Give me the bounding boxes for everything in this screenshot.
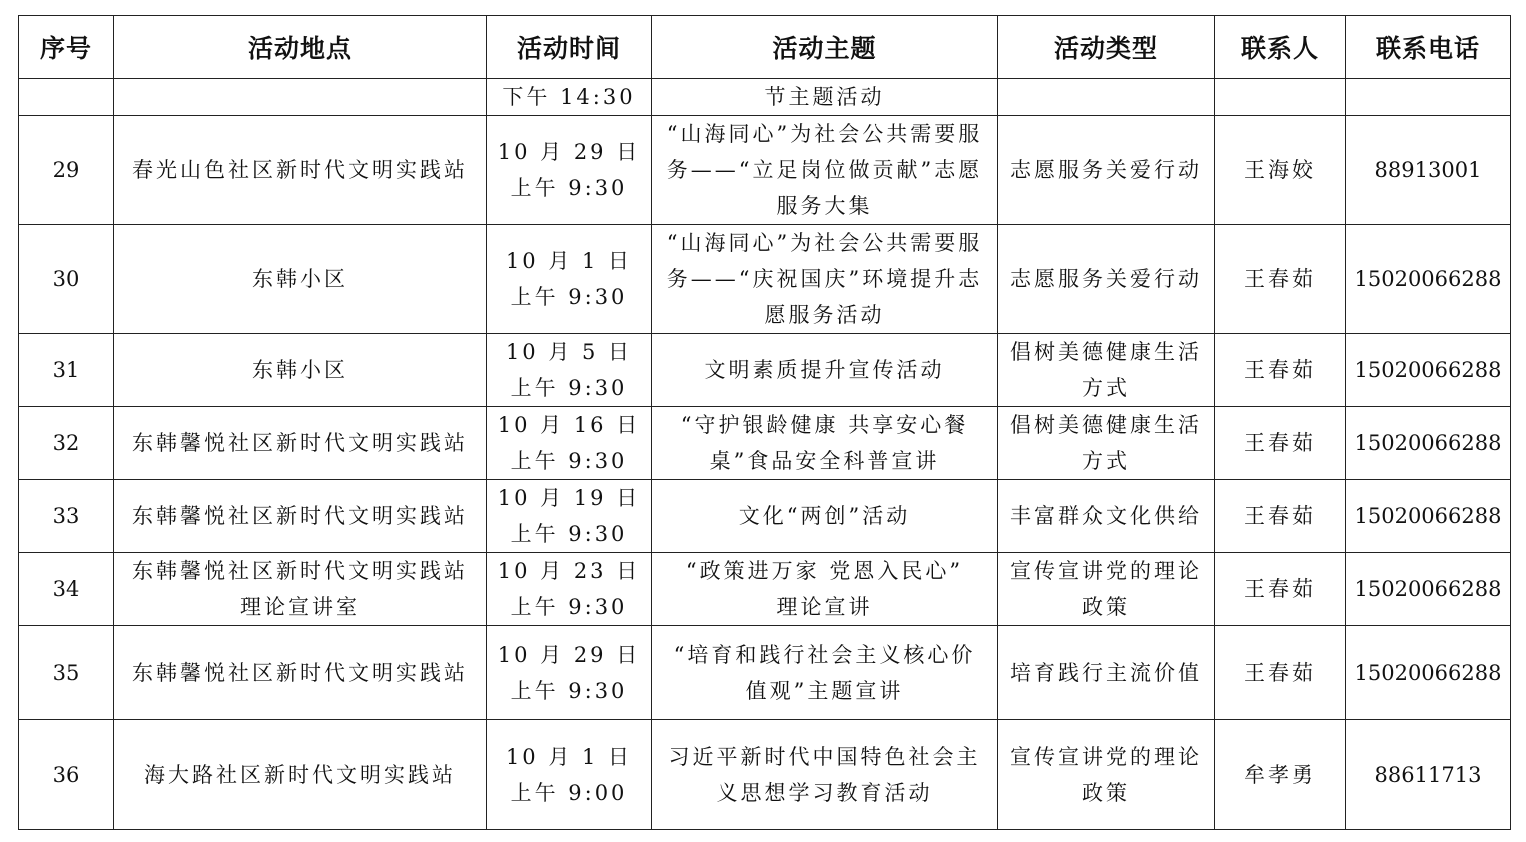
- cell-time-line: 上午 9:30: [510, 449, 628, 473]
- header-location: 活动地点: [114, 16, 487, 79]
- cell-time: [487, 720, 652, 830]
- cell-theme-line: “守护银龄健康 共享安心餐: [680, 413, 969, 437]
- cell-theme-line: 习近平新时代中国特色社会主: [668, 744, 981, 769]
- cell-theme-line: 文明素质提升宣传活动: [704, 358, 945, 382]
- cell-contact: 王春茹: [1215, 480, 1346, 553]
- table-row: [19, 720, 1511, 830]
- cell-location-line: 东韩馨悦社区新时代文明实践站: [132, 559, 468, 583]
- cell-theme-line: 理论宣讲: [776, 595, 873, 619]
- cell-type-line: 方式: [1082, 376, 1130, 400]
- header-theme: 活动主题: [652, 16, 998, 79]
- cell-type: [998, 79, 1215, 116]
- cell-phone: 88913001: [1346, 116, 1511, 225]
- cell-phone: 88611713: [1346, 720, 1511, 830]
- cell-phone: [1346, 79, 1511, 116]
- cell-serial: 32: [19, 407, 114, 480]
- cell-time: [487, 225, 652, 334]
- cell-contact: [1215, 79, 1346, 116]
- cell-type-line: 志愿服务关爱行动: [1010, 158, 1202, 182]
- cell-theme-line: 务——“庆祝国庆”环境提升志: [666, 267, 983, 291]
- cell-time-line: 上午 9:30: [510, 285, 628, 309]
- cell-serial: 31: [19, 334, 114, 407]
- cell-type-line: 政策: [1082, 780, 1130, 805]
- cell-serial: 36: [19, 720, 114, 830]
- cell-time-line: 10 月 1 日: [505, 744, 633, 769]
- cell-time: [487, 116, 652, 225]
- cell-time: [487, 407, 652, 480]
- cell-phone: 15020066288: [1346, 480, 1511, 553]
- cell-time-line: 上午 9:30: [510, 522, 628, 546]
- cell-type-line: 倡树美德健康生活: [1010, 340, 1202, 364]
- cell-theme-line: “山海同心”为社会公共需要服: [666, 122, 983, 146]
- cell-type-line: 方式: [1082, 449, 1130, 473]
- cell-phone: 15020066288: [1346, 407, 1511, 480]
- cell-contact: 王春茹: [1215, 225, 1346, 334]
- table-row: [19, 116, 1511, 225]
- cell-theme-line: 义思想学习教育活动: [716, 780, 933, 805]
- header-type: 活动类型: [998, 16, 1215, 79]
- table-row: [19, 407, 1511, 480]
- table-body: [19, 79, 1511, 830]
- cell-theme: [652, 553, 998, 626]
- cell-type: [998, 334, 1215, 407]
- cell-time-line: 上午 9:00: [510, 780, 628, 805]
- cell-type-line: 宣传宣讲党的理论: [1010, 744, 1202, 769]
- cell-theme: [652, 626, 998, 720]
- cell-time-line: 10 月 19 日: [497, 486, 641, 510]
- cell-theme-line: “培育和践行社会主义核心价: [673, 642, 976, 667]
- cell-location: [114, 116, 487, 225]
- cell-serial: [19, 79, 114, 116]
- cell-time-line: 上午 9:30: [510, 595, 628, 619]
- cell-theme: [652, 225, 998, 334]
- activity-schedule-table: [18, 15, 1511, 830]
- cell-type-line: 政策: [1082, 595, 1130, 619]
- cell-type-line: 丰富群众文化供给: [1010, 504, 1202, 528]
- cell-phone: 15020066288: [1346, 225, 1511, 334]
- cell-theme: [652, 720, 998, 830]
- cell-location: [114, 225, 487, 334]
- cell-theme-line: “政策进万家 党恩入民心”: [685, 559, 964, 583]
- cell-location: [114, 626, 487, 720]
- cell-location-line: 东韩馨悦社区新时代文明实践站: [132, 660, 468, 685]
- cell-contact: 牟孝勇: [1215, 720, 1346, 830]
- cell-time: [487, 553, 652, 626]
- table-row: [19, 553, 1511, 626]
- cell-theme-line: 文化“两创”活动: [738, 504, 911, 528]
- cell-time: [487, 480, 652, 553]
- cell-location-line: 东韩小区: [252, 267, 348, 291]
- cell-location-line: 东韩馨悦社区新时代文明实践站: [132, 431, 468, 455]
- cell-time: [487, 334, 652, 407]
- cell-theme-line: 值观”主题宣讲: [745, 678, 904, 703]
- cell-location: [114, 480, 487, 553]
- cell-theme-line: 节主题活动: [764, 85, 885, 109]
- cell-time-line: 上午 9:30: [510, 176, 628, 200]
- cell-time-line: 10 月 29 日: [497, 140, 641, 164]
- cell-theme: [652, 480, 998, 553]
- cell-serial: 29: [19, 116, 114, 225]
- header-time: 活动时间: [487, 16, 652, 79]
- cell-type-line: 志愿服务关爱行动: [1010, 267, 1202, 291]
- cell-theme-line: 服务大集: [776, 194, 873, 218]
- cell-type: [998, 116, 1215, 225]
- cell-phone: 15020066288: [1346, 334, 1511, 407]
- cell-serial: 30: [19, 225, 114, 334]
- cell-contact: 王春茹: [1215, 407, 1346, 480]
- table-row: [19, 225, 1511, 334]
- cell-time-line: 上午 9:30: [510, 678, 628, 703]
- cell-time: [487, 626, 652, 720]
- table-row: [19, 480, 1511, 553]
- cell-theme: [652, 334, 998, 407]
- cell-theme: [652, 116, 998, 225]
- cell-contact: 王春茹: [1215, 334, 1346, 407]
- cell-type-line: 宣传宣讲党的理论: [1010, 559, 1202, 583]
- cell-type: [998, 225, 1215, 334]
- cell-location: [114, 407, 487, 480]
- cell-type: [998, 720, 1215, 830]
- cell-location: [114, 720, 487, 830]
- cell-contact: 王春茹: [1215, 626, 1346, 720]
- cell-type: [998, 553, 1215, 626]
- cell-type-line: 培育践行主流价值: [1010, 660, 1202, 685]
- cell-location: [114, 553, 487, 626]
- cell-theme-line: 愿服务活动: [764, 303, 885, 327]
- cell-time-line: 下午 14:30: [502, 85, 636, 109]
- cell-theme: [652, 407, 998, 480]
- cell-type: [998, 407, 1215, 480]
- cell-phone: 15020066288: [1346, 553, 1511, 626]
- cell-location-line: 春光山色社区新时代文明实践站: [132, 158, 468, 182]
- table-row: [19, 79, 1511, 116]
- table-row: [19, 626, 1511, 720]
- cell-time-line: 10 月 29 日: [497, 642, 641, 667]
- cell-phone: 15020066288: [1346, 626, 1511, 720]
- cell-location: [114, 79, 487, 116]
- cell-location: [114, 334, 487, 407]
- header-contact: 联系人: [1215, 16, 1346, 79]
- cell-location-line: 东韩馨悦社区新时代文明实践站: [132, 504, 468, 528]
- cell-serial: 33: [19, 480, 114, 553]
- cell-serial: 35: [19, 626, 114, 720]
- header-serial: 序号: [19, 16, 114, 79]
- cell-theme: [652, 79, 998, 116]
- cell-theme-line: “山海同心”为社会公共需要服: [666, 231, 983, 255]
- table-header-row: [19, 16, 1511, 79]
- cell-time-line: 10 月 5 日: [505, 340, 633, 364]
- cell-contact: 王春茹: [1215, 553, 1346, 626]
- cell-serial: 34: [19, 553, 114, 626]
- cell-type: [998, 626, 1215, 720]
- cell-time-line: 10 月 23 日: [497, 559, 641, 583]
- cell-time: [487, 79, 652, 116]
- cell-location-line: 东韩小区: [252, 358, 348, 382]
- cell-location-line: 海大路社区新时代文明实践站: [144, 762, 456, 787]
- cell-time-line: 10 月 1 日: [505, 249, 633, 273]
- header-phone: 联系电话: [1346, 16, 1511, 79]
- cell-type: [998, 480, 1215, 553]
- table-row: [19, 334, 1511, 407]
- cell-type-line: 倡树美德健康生活: [1010, 413, 1202, 437]
- cell-time-line: 10 月 16 日: [497, 413, 641, 437]
- cell-location-line: 理论宣讲室: [240, 595, 360, 619]
- cell-contact: 王海姣: [1215, 116, 1346, 225]
- cell-time-line: 上午 9:30: [510, 376, 628, 400]
- cell-theme-line: 务——“立足岗位做贡献”志愿: [666, 158, 983, 182]
- cell-theme-line: 桌”食品安全科普宣讲: [709, 449, 940, 473]
